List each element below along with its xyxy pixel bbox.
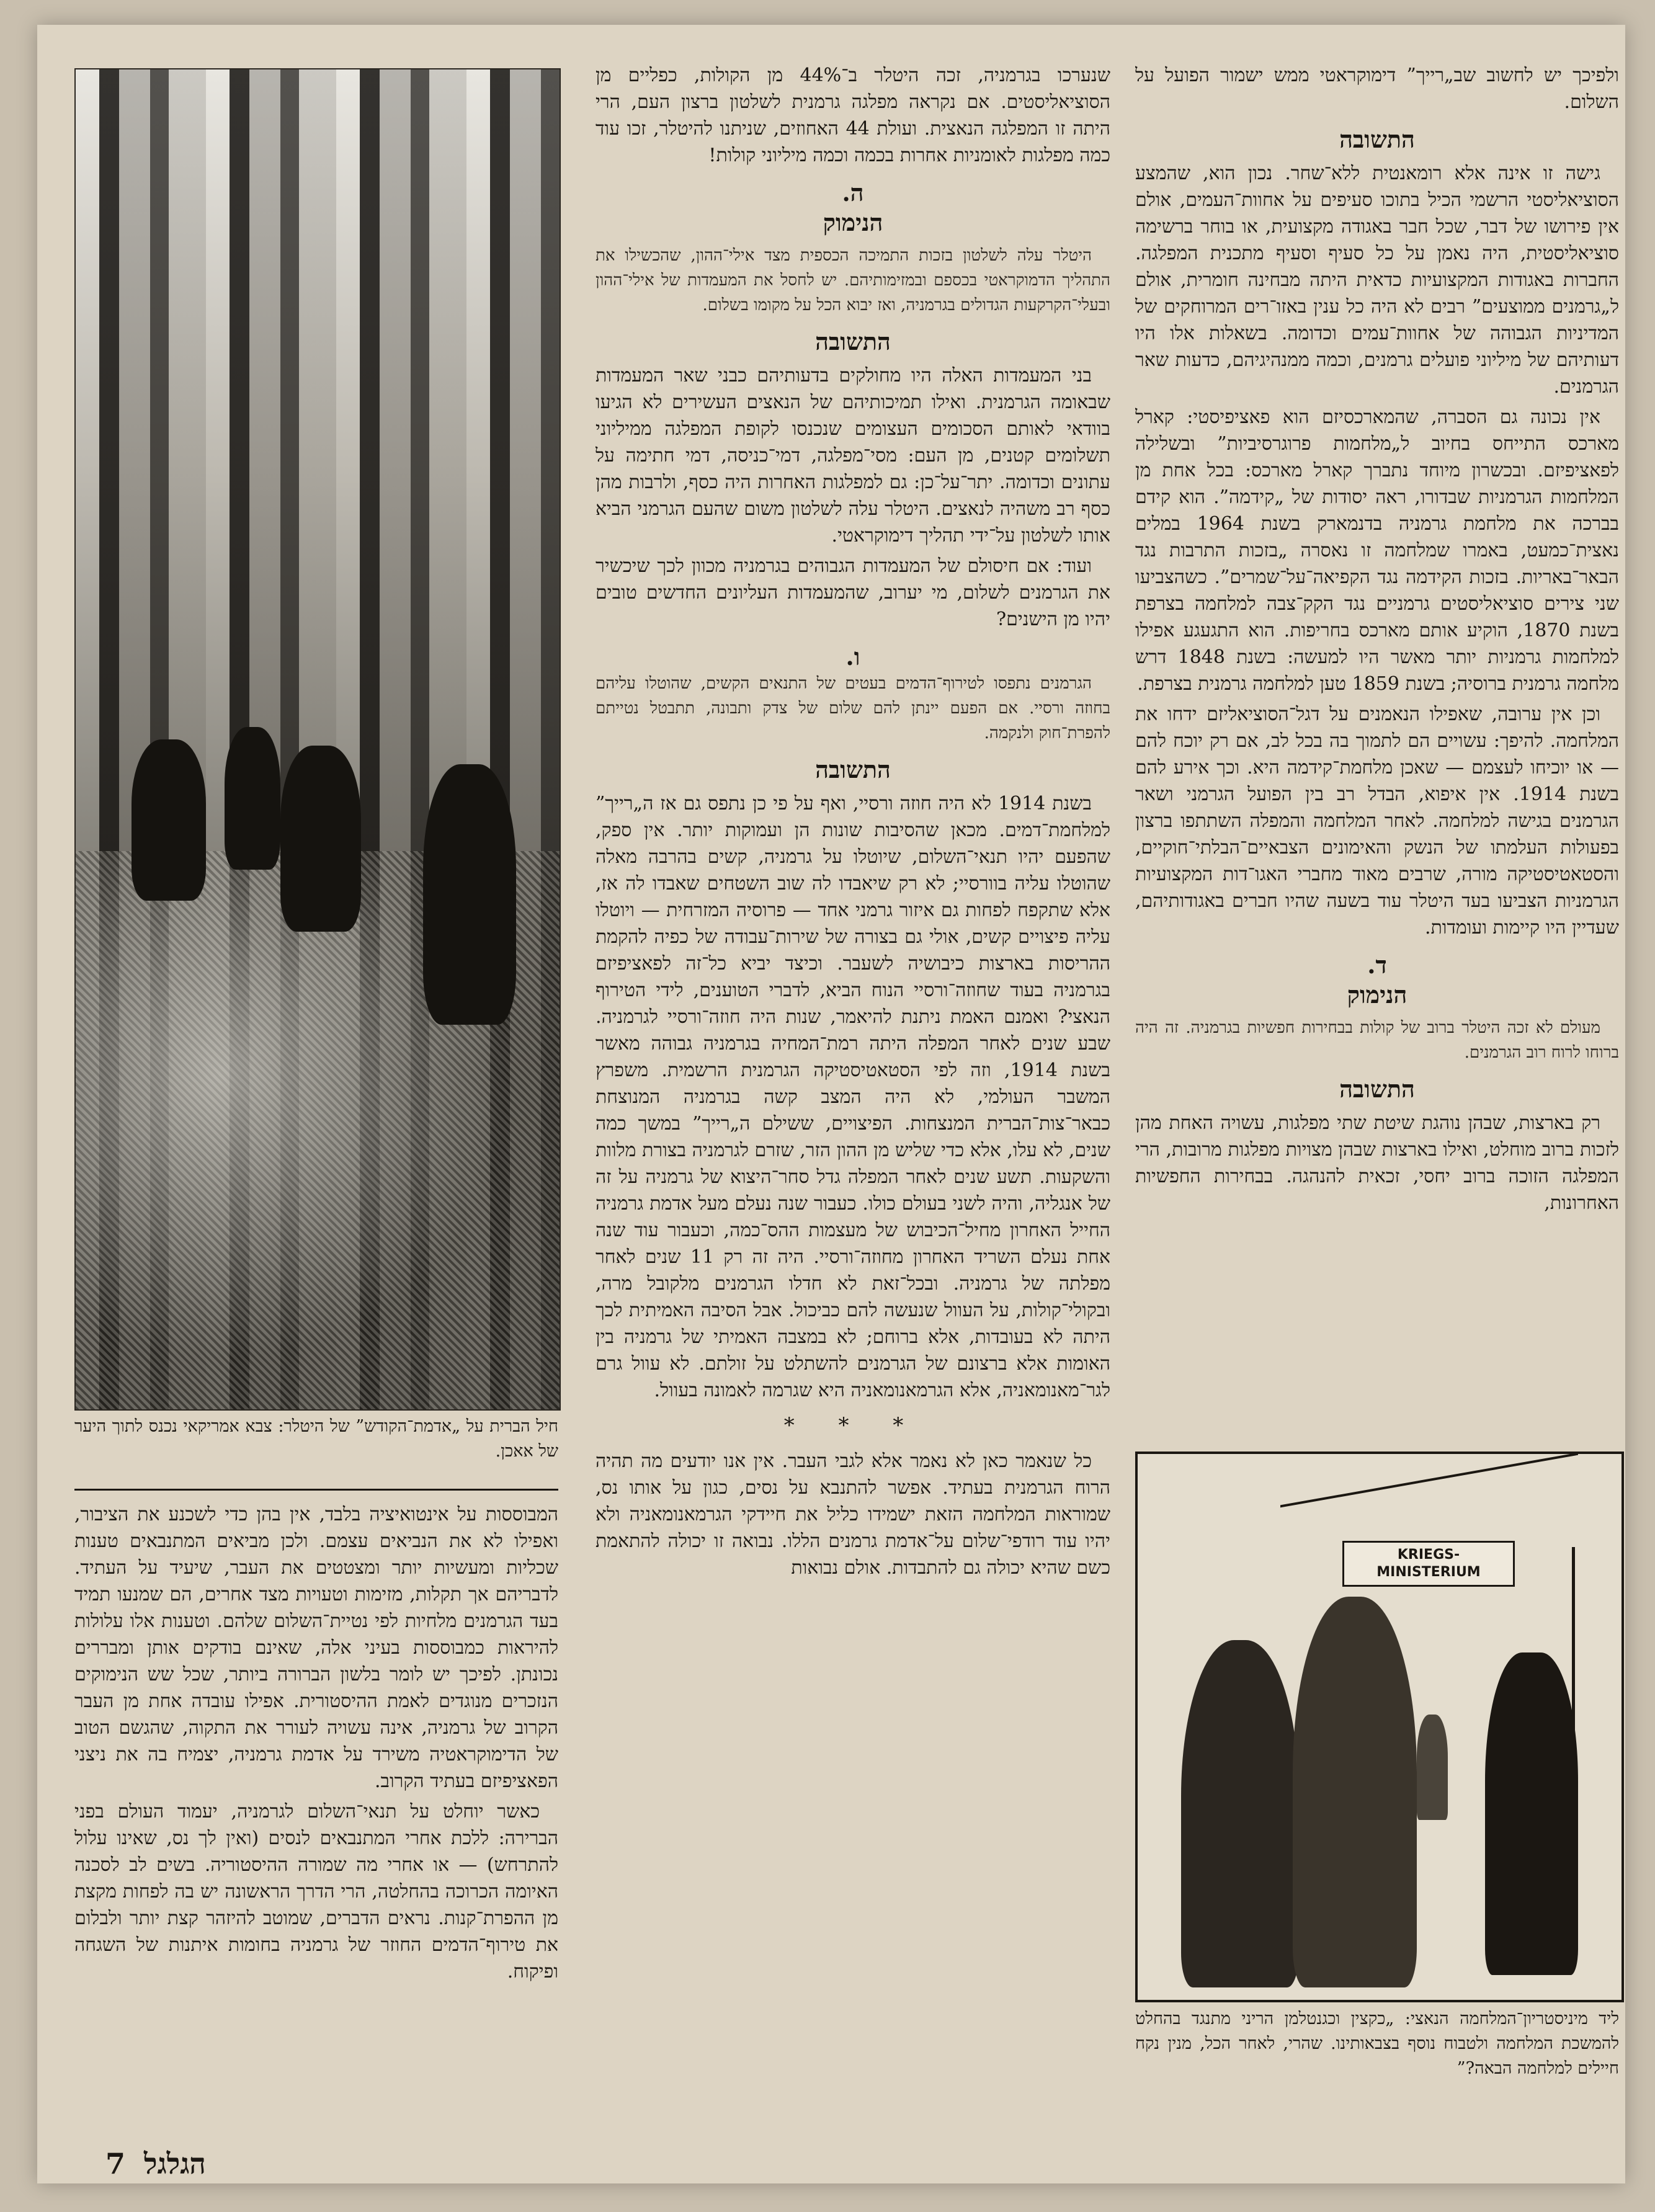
magazine-page <box>37 25 1625 2183</box>
page-footer <box>105 2146 206 2181</box>
magazine-name: הגלגל <box>144 2147 206 2180</box>
sign-line: KRIEGS- <box>1397 1547 1460 1563</box>
section-letter-d: ד. <box>1367 951 1387 979</box>
left-column-text <box>74 1501 558 2128</box>
photo-soldier <box>225 727 280 870</box>
column-divider-rule <box>74 1489 558 1491</box>
forest-soldiers-photo <box>74 68 561 1411</box>
political-cartoon <box>1135 1452 1624 2002</box>
cartoon-soldier-right <box>1485 1652 1578 1975</box>
paragraph: רק בארצות, שבהן נוהגת שיטת שתי מפלגות, עשויה האחת מהן לזכות ברוב מוחלט, ואילו בארצות שבהן מצויות מפלגות מרובות, הרי המפלגה הזוכה ברוב יחסי, זכאית להנהגה. בבחירות החפשיות האחרונות, <box>1135 1112 1619 1214</box>
paragraph: בני המעמדות האלה היו מחולקים בדעותיהם כבני שאר המעמדות שבאומה הגרמנית. ואילו תמיכותיהם של הנאצים העשירים לא הגיעו בוודאי לאותם הסכומים העצומים שנכנסו לקופת המפלגה ממיליוני תשלומים קטנים, מן העם: מסי־מפלגה, דמי־כניסה, דמי חתימה על עתונים וכדומה. יתר־על־כן: גם למפלגות האחרות היה כסף, ולרבות מהן כסף רב משהיה לנאצים. היטלר עלה לשלטון משום שהעם הגרמני הביא אותו לשלטון על־ידי תהליך דימוקראטי. <box>596 365 1110 546</box>
page-number: 7 <box>105 2147 126 2180</box>
paragraph: וכן אין ערובה, שאפילו הנאמנים על דגל־הסוציאליזם ידחו את המלחמה. להיפך: עשויים הם לתמוך בה בכל לב, אם רק יוכח להם — או יוכיחו לעצמם — שאכן מלחמת־קידמה היא. וכך אירע להם בשנת 1914. אין איפוא, הבדל רב בין הפועל הגרמני ושאר הגרמנים בגישה למלחמה. לאחר המלחמה והמפלה השתתפו ברצון בפעולות העלמתו של הנשק והאימונים הצבאיים־הבלתי־חוקיים, והסטאטיסטיקה מורה, שרבים מאוד מחברי האגו־דות המקצועיות הגרמניות הצביעו בעד היטלר עוד בשעה שהיו חברים באגודותיהם, שעדיין היו קיימות ועומדות. <box>1135 703 1619 939</box>
answer-heading: התשובה <box>1339 1075 1415 1103</box>
claim-heading: הנימוק <box>823 208 883 236</box>
paragraph: כאשר יוחלט על תנאי־השלום לגרמניה, יעמוד העולם בפני הברירה: ללכת אחרי המתנבאים לנסים (ואין לך נס, שאינו עלול להתרחש) — או אחרי מה שמורה ההיסטוריה. בשים לב לסכנה האיומה הכרוכה בהחלטה, הרי הדרך הראשונה יש בה לפחות מקצת מן ההפרת־קנות. נראים הדברים, שמוטב להיזהר קצת יותר ולבלום את טירוף־הדמים החוזר של גרמניה בחומות איתנות של השגחה ופיקוח. <box>74 1801 558 1982</box>
photo-soldier <box>280 746 361 932</box>
claim-heading: הנימוק <box>1347 981 1407 1009</box>
paragraph: בשנת 1914 לא היה חוזה ורסיי, ואף על פי כן נתפס גם אז ה„רייך” למלחמת־דמים. מכאן שהסיבות שונות הן ועמוקות יותר. אין ספק, שהפעם יהיו תנאי־השלום, שיוטלו על גרמניה, קשים בהרבה מאלה שהוטלו עליה בוורסיי; לא רק שיאבדו לה שוב השטחים שאבדו לה אז, אלא שתקפח לפחות גם איזור גרמני אחד — פרוסיה המזרחית — ויוטלו עליה פיצויים קשים, אולי גם בצורה של שירות־עבודה של כפיה להקמת ההריסות בארצות כיבושיה לשעבר. וכיצד יביא כל־זה לפאציפיזם בגרמניה בעוד שחוזה־ורסיי הנוח הביא, לדברי הטוענים, לידי הטירוף הנאצי? ואמנם האמת ניתנת להיאמר, שנות היה חוזה־ורסיי לגרמניה. שבע שנים לאחר המפלה היתה רמת־המחיה בגרמניה גבוהה מאשר בשנת 1914, וזה לפי הסטאטיסטיקה הגרמנית הרשמית. משפרץ המשבר העולמי, לא היה המצב קשה בגרמניה המנוצחת כבאר־צות־הברית המנצחות. הפיצויים, ששילם ה„רייך” במשך כמה שנים, לא עלו, אלא כדי שליש מן ההון הזר, שזרם לגרמניה בצורת מלוות והשקעות. תשע שנים לאחר המפלה גדל סחר־היצוא של גרמניה על זה של אנגליה, והיה לשני בעולם כולו. כעבור שנה נעלם מעל אדמת גרמניה החייל האחרון מחיל־הכיבוש של מעצמות ההס־כמה, וכעבור עוד שנה אחת נעלם השריד האחרון מחוזה־ורסיי. היה זה רק 11 שנים לאחר מפלתה של גרמניה. ובכל־זאת לא חדלו הגרמנים מלקובל מרה, ובקולי־קולות, על העוול שנעשה להם כביכול. אבל הסיבה האמיתית לכך היתה לא בעובדות, אלא ברוחם; לא במצבה האמיתי של גרמניה בין האומות אלא ברצונם של הגרמנים להשתלט על זולתם. לא עוול גרם לגר־מאנומאניה, אלא הגרמאנומאניה היא שגרמה לאמונה בעוול. <box>596 793 1110 1401</box>
claim-text: היטלר עלה לשלטון בזכות התמיכה הכספית מצד אילי־ההון, שהכשילו את התהליך הדמוקראטי בכספם ובמזימותיהם. יש לחסל את המעמדות של אילי־ההון ובעלי־הקרקעות הגדולים בגרמניה, ואז יבוא הכל על מקומו בשלום. <box>596 246 1110 314</box>
cartoon-caption: ליד מיניסטריון־המלחמה הנאצי: „כקצין וכגנטלמן הריני מתנגד בהחלט להמשכת המלחמה ולטבוח נוסף בצבאותינו. שהרי, לאחר הכל, מנין נקח חיילים למלחמה הבאה?” <box>1135 2009 1619 2078</box>
middle-column-intro: שנערכו בגרמניה, זכה היטלר ב־44% מן הקולות, כפליים מן הסוציאליסטים. אם נקראה מפלגה גרמנית לשלטון ברצון העם, הרי היתה זו המפלגה הנאצית. ועולת 44 האחוזים, שניתנו להיטלר, זכו עוד כמה מפלגות לאומניות אחרות בכמה וכמה מיליוני קולות! <box>596 65 1110 166</box>
answer-heading: התשובה <box>815 756 891 783</box>
right-column <box>1135 62 1619 1439</box>
photo-soldier <box>423 764 516 1025</box>
section-letter-f: ו. <box>845 643 860 671</box>
paragraph: ועוד: אם חיסולם של המעמדות הגבוהים בגרמניה מכוון לכך שיכשיר את הגרמנים לשלום, מי יערוב, שהמעמדות העליונים החדשים טובים יהיו מן הישנים? <box>596 555 1110 630</box>
paragraph: אין נכונה גם הסברה, שהמארכסיזם הוא פאציפיסטי: קארל מארכס התייחס בחיוב ל„מלחמות פרוגרסיביות” ובשלילה לפאציפיזם. ובכשרון מיוחד נתברך קארל מארכס: בכל אחת מן המלחמות הגרמניות שבדורו, ראה יסודות של „קידמה”. הוא קידם בברכה את מלחמת גרמניה בדנמארק בשנת 1964 במלים נאצית־כמעט, באמרו שמלחמה זו נאסרה „בזכות התרבות נגד הבאר־באריות. בזכות הקידמה נגד הקפיאה־על־שמרים”. כשהצביעו שני צירים סוציאליסטים גרמניים נגד הקק־צבה למלחמה בצרפת בשנת 1870, הוקיע אותם מארכס בחריפות. הוא התגעגע אפילו למלחמות גרמניות יותר מאשר היו למעשה: בשנת 1848 דרש מלחמה גרמנית ברוסיה; בשנת 1859 טען למלחמה גרמנית בצרפת. <box>1135 406 1619 695</box>
answer-heading: התשובה <box>1339 125 1415 153</box>
cartoon-small-guard <box>1417 1715 1448 1820</box>
cartoon-building-sign <box>1342 1541 1515 1587</box>
section-divider-stars: * * * <box>783 1413 922 1438</box>
middle-column <box>596 62 1110 2109</box>
photo-soldier <box>132 739 206 901</box>
section-letter-e: ה. <box>842 179 864 207</box>
cartoon-officer-center <box>1293 1597 1417 1987</box>
paragraph: גישה זו אינה אלא רומאנטית ללא־שחר. נכון הוא, שהמצע הסוציאליסטי הרשמי הכיל בתוכו סעיפים על אחוות־העמים, אולם אין פירושו של דבר, שכל חבר באגודה מקצועית, או בוחר ברשימה סוציאליסטית, היה נאמן על כל סעיף וסעיף מתכנית המפלגה. החברות באגודות המקצועיות כדאית היתה מבחינה חומרית, אולם ל„גרמנים ממוצעים” רבים לא היה כל ענין באזו־רים המרוחקים של המדיניות הגבוהה של אחוות־עמים וכדומה. בשאלות אלו היו דעותיהם של מיליוני פועלים גרמנים, וכמה ממנהיגיהם, כדעות שאר הגרמנים. <box>1135 163 1619 398</box>
paragraph: כל שנאמר כאן לא נאמר אלא לגבי העבר. אין אנו יודעים מה תהיה הרוח הגרמנית בעתיד. אפשר להתנבא על נסים, כגון על אותו נס, שמוראות המלחמה הזאת ישמידו כליל את חיידקי הגרמאנומאניה ולא יהיו עוד רודפי־שלום על־אדמת גרמנים הללו. נבואה זו יכולה להתאמת כשם שהיא יכולה גם להתבדות. אולם נבואות <box>596 1450 1110 1579</box>
claim-text: מעולם לא זכה היטלר ברוב של קולות בבחירות חפשיות בגרמניה. זה היה ברוחו לרוח רוב הגרמנים. <box>1135 1019 1619 1062</box>
claim-text: הגרמנים נתפסו לטירוף־הדמים בעטים של התנאים הקשים, שהוטלו עליהם בחוזה ורסיי. אם הפעם יינתן להם שלום של צדק ותבונה, תתבטל נטייתם להפרת־חוק ולנקמה. <box>596 674 1110 743</box>
sign-line: MINISTERIUM <box>1376 1564 1481 1580</box>
cartoon-officer-left <box>1181 1640 1299 1987</box>
answer-heading: התשובה <box>815 328 891 355</box>
paragraph: המבוססות על אינטואיציה בלבד, אין בהן כדי לשכנע את הציבור, ואפילו לא את הנביאים עצמם. ולכן מביאים המתנבאים טענות שכליות ומעשיות יותר ומצטטים את העבר, שיעיד על העתיד. לדבריהם אך תקלות, מזימות וטעויות מצד אחרים, הם שמנעו תמיד בעד הגרמנים מלחיות לפי נטיית־השלום שלהם. וטענות אלו עלולות להיראות כמבוססות בעיני אלה, שאינם בודקים אותן ומבררים נכונתן. לפיכך יש לומר בלשון הברורה ביותר, שכל שש הנימוקים הנזכרים מנוגדים לאמת ההיסטורית. אפילו עובדה אחת מן העבר הקרוב של גרמניה, אינה עשויה לעורר את התקוה, שהגשם הטוב של הדימוקראטיה משירד על אדמת גרמניה, יצמיח בה את ניצני הפאציפיזם בעתיד הקרוב. <box>74 1504 558 1792</box>
photo-caption: חיל הברית על „אדמת־הקודש” של היטלר: צבא אמריקאי נכנס לתוך היער של אאכן. <box>74 1417 558 1461</box>
right-column-intro: ולפיכך יש לחשוב שב„רייך” דימוקראטי ממש ישמור הפועל על השלום. <box>1135 65 1619 113</box>
